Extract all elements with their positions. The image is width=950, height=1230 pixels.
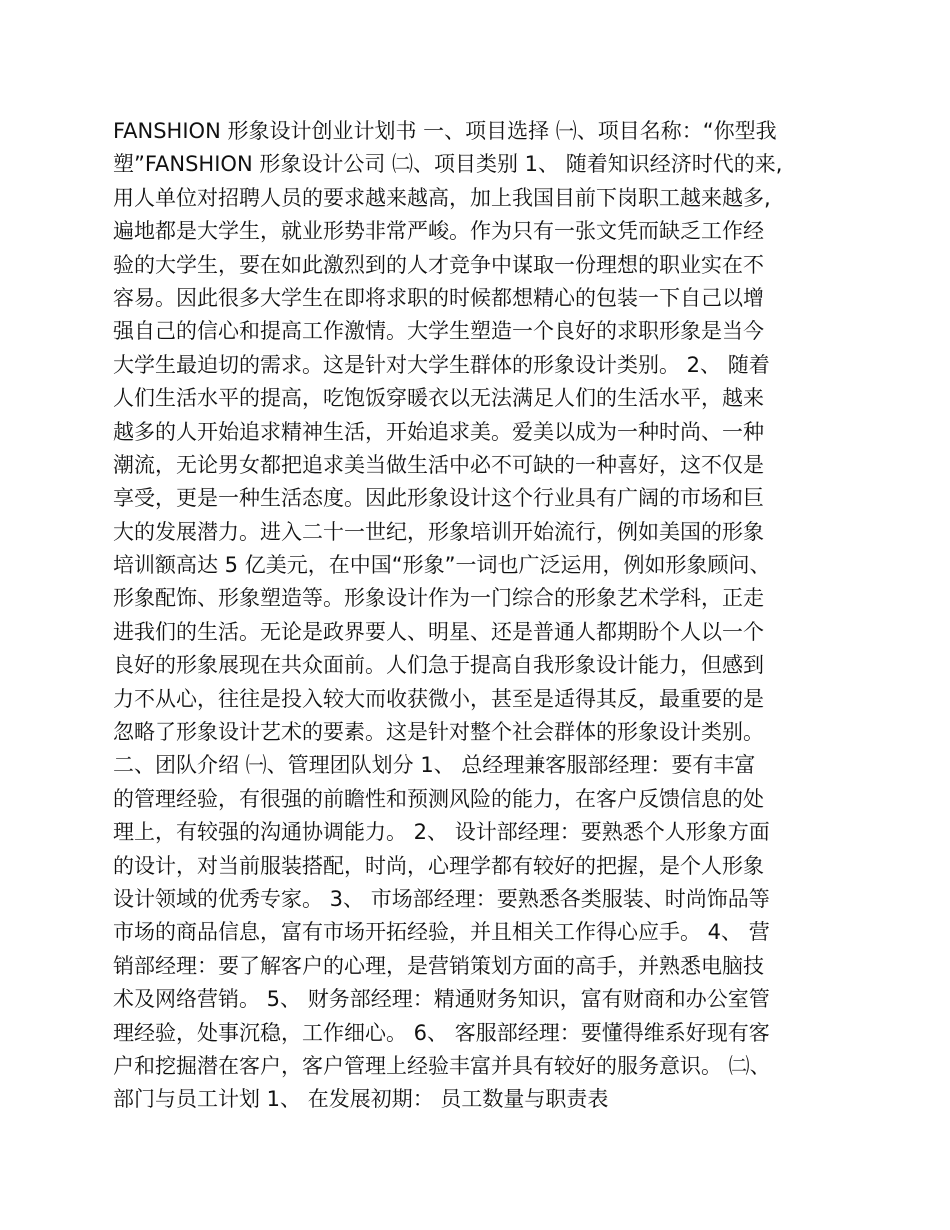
text-line: 户和挖掘潜在客户，客户管理上经验丰富并具有较好的服务意识。 ㈡、 [113,1053,771,1078]
text-line: 二、团队介绍 ㈠、管理团队划分 1、 总经理兼客服部经理：要有丰富 [113,753,756,778]
text-line: 强自己的信心和提高工作激情。大学生塑造一个良好的求职形象是当今 [113,319,764,344]
text-line: 力不从心，往往是投入较大而收获微小，甚至是适得其反，最重要的是 [113,686,764,711]
text-line: 术及网络营销。 5、 财务部经理：精通财务知识，富有财商和办公室管 [113,987,770,1012]
text-line: 市场的商品信息，富有市场开拓经验，并且相关工作得心应手。 4、 营 [113,920,770,945]
text-line: 良好的形象展现在共众面前。人们急于提高自我形象设计能力，但感到 [113,653,764,678]
text-line: 形象配饰、形象塑造等。形象设计作为一门综合的形象艺术学科，正走 [113,586,764,611]
text-line: 享受，更是一种生活态度。因此形象设计这个行业具有广阔的市场和巨 [113,486,764,511]
text-line: 大的发展潜力。进入二十一世纪，形象培训开始流行，例如美国的形象 [113,519,764,544]
text-line: 验的大学生，要在如此激烈到的人才竞争中谋取一份理想的职业实在不 [113,252,764,277]
body-text [113,115,853,1117]
text-line: 的设计，对当前服装搭配，时尚，心理学都有较好的把握，是个人形象 [113,853,764,878]
text-line: 培训额高达 5 亿美元，在中国“形象”一词也广泛运用，例如形象顾问、 [113,553,771,578]
text-line: 销部经理：要了解客户的心理，是营销策划方面的高手，并熟悉电脑技 [113,953,764,978]
text-line: 部门与员工计划 1、 在发展初期： 员工数量与职责表 [113,1087,609,1112]
text-line: 人们生活水平的提高，吃饱饭穿暖衣以无法满足人们的生活水平，越来 [113,386,764,411]
text-line: 越多的人开始追求精神生活，开始追求美。爱美以成为一种时尚、一种 [113,419,764,444]
text-line: 遍地都是大学生，就业形势非常严峻。作为只有一张文凭而缺乏工作经 [113,219,764,244]
text-line: 的管理经验，有很强的前瞻性和预测风险的能力，在客户反馈信息的处 [113,786,764,811]
text-line: 潮流，无论男女都把追求美当做生活中必不可缺的一种喜好，这不仅是 [113,452,764,477]
text-line: 大学生最迫切的需求。这是针对大学生群体的形象设计类别。 2、 随着 [113,352,770,377]
text-line: 忽略了形象设计艺术的要素。这是针对整个社会群体的形象设计类别。 [113,720,764,745]
text-line: 设计领域的优秀专家。 3、 市场部经理：要熟悉各类服装、时尚饰品等 [113,886,770,911]
text-line: FANSHION 形象设计创业计划书 一、项目选择 ㈠、项目名称：“你型我 [113,119,777,143]
text-line: 用人单位对招聘人员的要求越来越高，加上我国目前下岗职工越来越多, [113,185,771,210]
text-line: 进我们的生活。无论是政界要人、明星、还是普通人都期盼个人以一个 [113,619,764,644]
text-line: 塑”FANSHION 形象设计公司 ㈡、项目类别 1、 随着知识经济时代的来, [113,152,783,177]
text-line: 理上，有较强的沟通协调能力。 2、 设计部经理：要熟悉个人形象方面 [113,820,770,845]
text-line: 理经验，处事沉稳，工作细心。 6、 客服部经理：要懂得维系好现有客 [113,1020,770,1045]
text-line: 容易。因此很多大学生在即将求职的时候都想精心的包装一下自己以增 [113,285,764,310]
